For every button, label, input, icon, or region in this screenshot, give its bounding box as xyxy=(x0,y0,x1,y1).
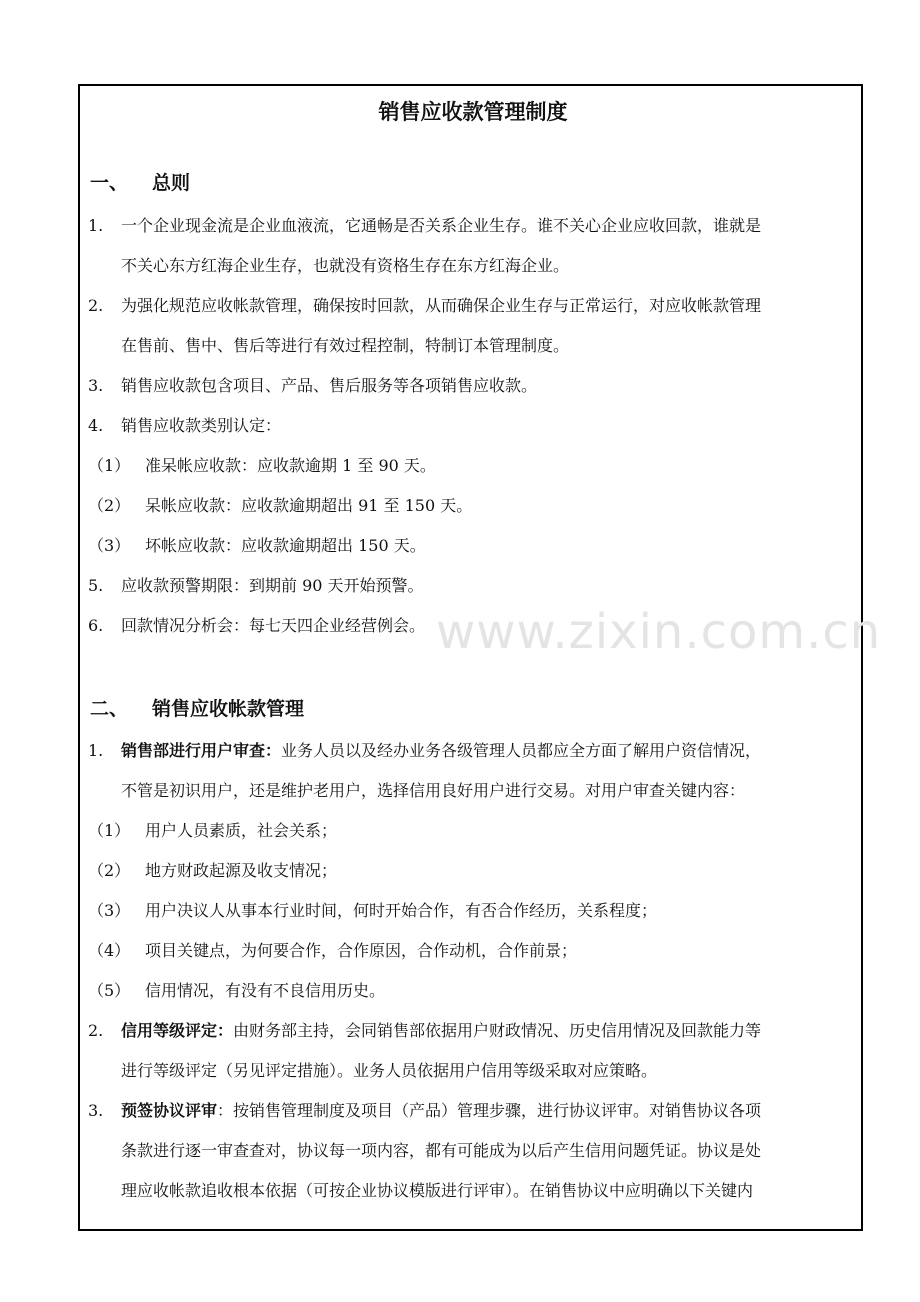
item-number: 6. xyxy=(88,616,104,635)
list-item xyxy=(88,573,424,596)
item-text: 由财务部主持，会同销售部依据用户财政情况、历史信用情况及回款能力等 xyxy=(233,1021,762,1040)
sub-item xyxy=(88,453,436,476)
item-text-continued: 不管是初识用户，还是维护老用户，选择信用良好用户进行交易。对用户审查关键内容： xyxy=(121,781,746,800)
item-text: 信用情况，有没有不良信用历史。 xyxy=(145,981,386,1000)
item-text: 坏帐应收款：应收款逾期超出 150 天。 xyxy=(145,536,426,555)
sub-item xyxy=(88,978,385,1001)
item-text: 准呆帐应收款：应收款逾期 1 至 90 天。 xyxy=(145,456,436,475)
section-heading-2 xyxy=(90,694,304,721)
item-number: 3. xyxy=(88,1101,104,1120)
list-item xyxy=(88,1098,761,1121)
list-item xyxy=(88,613,425,636)
item-text: 销售应收款类别认定： xyxy=(121,416,282,435)
list-item xyxy=(88,213,761,236)
list-item xyxy=(88,373,537,396)
section-number: 二、 xyxy=(90,698,129,720)
sub-item xyxy=(88,938,577,961)
item-text: 地方财政起源及收支情况； xyxy=(145,861,338,880)
item-text: 为强化规范应收帐款管理，确保按时回款，从而确保企业生存与正常运行，对应收帐款管理 xyxy=(121,296,762,315)
sub-item xyxy=(88,898,657,921)
sub-item xyxy=(88,493,472,516)
list-item xyxy=(88,1018,761,1041)
item-bold-label: 信用等级评定： xyxy=(121,1021,234,1040)
section-title: 总则 xyxy=(152,172,191,194)
item-text: 用户人员素质，社会关系； xyxy=(145,821,338,840)
item-text-continued: 条款进行逐一审查查对，协议每一项内容，都有可能成为以后产生信用问题凭证。协议是处 xyxy=(121,1141,762,1160)
sub-item xyxy=(88,818,337,841)
page-title: 销售应收款管理制度 xyxy=(378,100,568,124)
item-text: ：按销售管理制度及项目（产品）管理步骤，进行协议评审。对销售协议各项 xyxy=(217,1101,762,1120)
item-number: 2. xyxy=(88,296,104,315)
list-item xyxy=(88,413,281,436)
section-heading-1 xyxy=(90,168,190,195)
item-number: （3） xyxy=(88,536,131,555)
sub-item xyxy=(88,858,337,881)
item-text-continued: 理应收帐款追收根本依据（可按企业协议模版进行评审）。在销售协议中应明确以下关键内 xyxy=(121,1181,754,1200)
sub-item xyxy=(88,533,426,556)
item-number: （4） xyxy=(88,941,131,960)
item-number: （1） xyxy=(88,456,131,475)
section-title: 销售应收帐款管理 xyxy=(152,698,305,720)
item-text: 用户决议人从事本行业时间，何时开始合作，有否合作经历，关系程度； xyxy=(145,901,658,920)
item-text: 业务人员以及经办业务各级管理人员都应全方面了解用户资信情况， xyxy=(281,741,762,760)
item-number: （2） xyxy=(88,861,131,880)
item-text: 应收款预警期限：到期前 90 天开始预警。 xyxy=(121,576,424,595)
list-item xyxy=(88,738,761,761)
item-bold-label: 销售部进行用户审查： xyxy=(121,741,282,760)
item-number: （3） xyxy=(88,901,131,920)
item-bold-label: 预签协议评审 xyxy=(121,1101,218,1120)
item-text-continued: 不关心东方红海企业生存，也就没有资格生存在东方红海企业。 xyxy=(121,256,570,275)
item-number: 4. xyxy=(88,416,104,435)
list-item xyxy=(88,293,761,316)
item-number: 5. xyxy=(88,576,104,595)
item-number: （2） xyxy=(88,496,131,515)
item-number: 1. xyxy=(88,741,104,760)
item-text: 销售应收款包含项目、产品、售后服务等各项销售应收款。 xyxy=(121,376,538,395)
item-text: 项目关键点，为何要合作，合作原因，合作动机，合作前景； xyxy=(145,941,578,960)
item-text: 一个企业现金流是企业血液流，它通畅是否关系企业生存。谁不关心企业应收回款，谁就是 xyxy=(121,216,762,235)
item-number: 1. xyxy=(88,216,104,235)
section-number: 一、 xyxy=(90,172,129,194)
item-number: 3. xyxy=(88,376,104,395)
item-text-continued: 进行等级评定（另见评定措施）。业务人员依据用户信用等级采取对应策略。 xyxy=(121,1061,658,1080)
item-text: 回款情况分析会：每七天四企业经营例会。 xyxy=(121,616,426,635)
item-text: 呆帐应收款：应收款逾期超出 91 至 150 天。 xyxy=(145,496,473,515)
item-text-continued: 在售前、售中、售后等进行有效过程控制，特制订本管理制度。 xyxy=(121,336,570,355)
item-number: 2. xyxy=(88,1021,104,1040)
item-number: （5） xyxy=(88,981,131,1000)
watermark: www.zixin.com.cn xyxy=(436,604,882,660)
item-number: （1） xyxy=(88,821,131,840)
